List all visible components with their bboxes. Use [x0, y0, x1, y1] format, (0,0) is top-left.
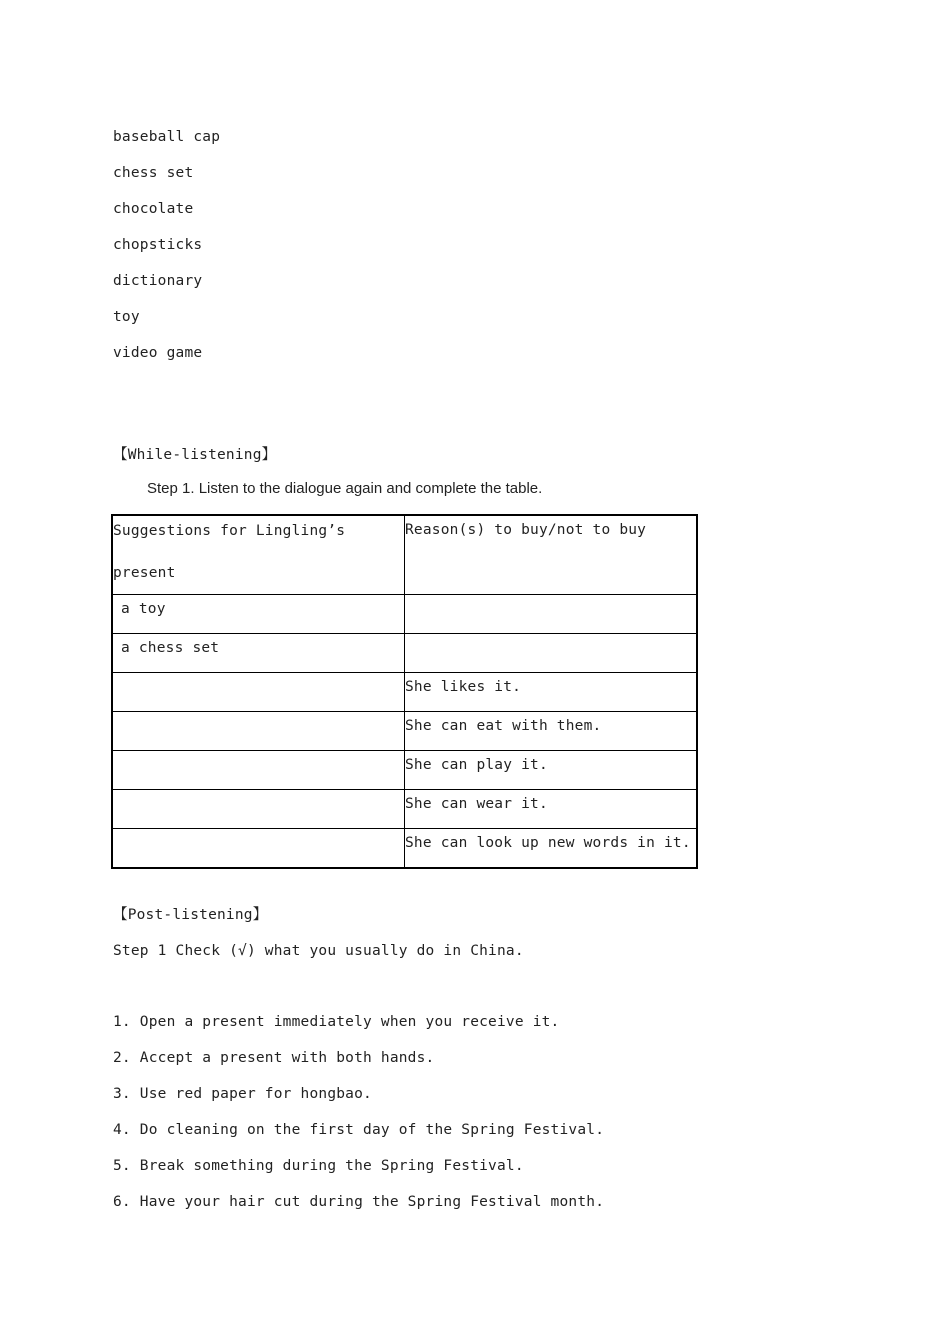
list-item: 3. Use red paper for hongbao.: [113, 1086, 372, 1102]
reason-cell: She likes it.: [405, 679, 522, 695]
table-cell[interactable]: [112, 673, 405, 712]
vocab-item: chocolate: [113, 201, 194, 217]
vocab-item: chopsticks: [113, 237, 203, 253]
suggestion-cell: [113, 829, 404, 834]
list-item: 1. Open a present immediately when you receive it.: [113, 1014, 560, 1030]
post-listening-list: [113, 1012, 604, 1228]
reason-cell: She can eat with them.: [405, 718, 602, 734]
table-row: [112, 673, 697, 712]
table-cell[interactable]: [405, 829, 698, 869]
reason-cell: She can play it.: [405, 757, 548, 773]
table-header-cell: [405, 515, 698, 595]
table-row: [112, 634, 697, 673]
table-row: [112, 751, 697, 790]
list-item: 5. Break something during the Spring Festival.: [113, 1158, 524, 1174]
listening-table: [111, 514, 698, 869]
table-cell[interactable]: [405, 751, 698, 790]
table-row: [112, 829, 697, 869]
suggestion-cell: [113, 712, 404, 717]
vocab-item: baseball cap: [113, 129, 221, 145]
table-cell[interactable]: [112, 595, 405, 634]
table-cell[interactable]: [405, 634, 698, 673]
table-row: [112, 712, 697, 751]
table-header-row: [112, 515, 697, 595]
reason-cell: [405, 595, 696, 600]
post-listening-heading: 【Post-listening】: [113, 907, 268, 923]
reason-cell: [405, 634, 696, 639]
suggestion-cell: [113, 673, 404, 678]
post-listening-step: Step 1 Check (√) what you usually do in China.: [113, 943, 524, 959]
suggestion-cell: [113, 751, 404, 756]
table-header-cell: [112, 515, 405, 595]
list-item: 4. Do cleaning on the first day of the Spring Festival.: [113, 1122, 605, 1138]
vocab-item: video game: [113, 345, 203, 361]
header-reasons: Reason(s) to buy/not to buy: [405, 522, 647, 538]
list-item: 2. Accept a present with both hands.: [113, 1050, 435, 1066]
table-cell[interactable]: [112, 829, 405, 869]
table-row: [112, 790, 697, 829]
vocab-item: chess set: [113, 165, 194, 181]
table-cell[interactable]: [112, 712, 405, 751]
suggestion-cell: a toy: [121, 601, 166, 617]
table-row: [112, 595, 697, 634]
reason-cell: She can look up new words in it.: [405, 835, 691, 851]
while-listening-heading: 【While-listening】: [113, 447, 277, 463]
table-cell[interactable]: [405, 595, 698, 634]
reason-cell: She can wear it.: [405, 796, 548, 812]
while-listening-step: Step 1. Listen to the dialogue again and complete the table.: [147, 480, 543, 497]
suggestion-cell: a chess set: [121, 640, 220, 656]
table-cell[interactable]: [405, 790, 698, 829]
table-cell[interactable]: [112, 751, 405, 790]
table-cell[interactable]: [112, 634, 405, 673]
table-cell[interactable]: [405, 712, 698, 751]
vocabulary-list: [113, 127, 220, 379]
table-cell[interactable]: [405, 673, 698, 712]
table-cell[interactable]: [112, 790, 405, 829]
header-suggestions: Suggestions for Lingling’s present: [113, 523, 346, 581]
suggestion-cell: [113, 790, 404, 795]
vocab-item: dictionary: [113, 273, 203, 289]
list-item: 6. Have your hair cut during the Spring Festival month.: [113, 1194, 605, 1210]
vocab-item: toy: [113, 309, 140, 325]
